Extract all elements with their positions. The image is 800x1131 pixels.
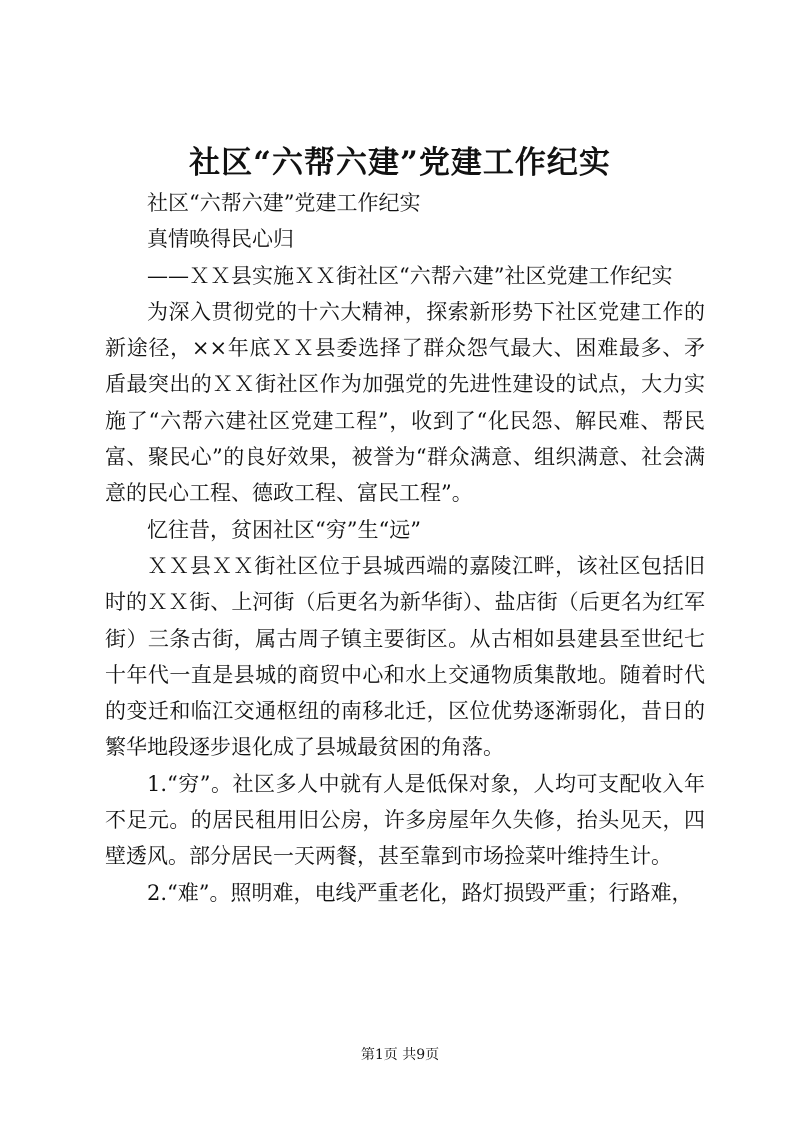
page-title: 社区“六帮六建”党建工作纪实 xyxy=(189,145,611,181)
paragraph-background: ＸＸ县ＸＸ街社区位于县城西端的嘉陵江畔，该社区包括旧时的ＸＸ街、上河街（后更名为新华街）、盐店街（后更名为红军街）三条古街，属古周子镇主要街区。从古相如县建县至世纪七十年代一直是县城的商贸中心和水上交通物质集散地。随着时代的变迁和临江交通枢纽的南移北迁，区位优势逐渐弱化，昔日的繁华地段逐步退化成了县城最贫困的角落。 xyxy=(105,553,705,760)
paragraph-intro: 为深入贯彻党的十六大精神，探索新形势下社区党建工作的新途径，××年底ＸＸ县委选择了群众怨气最大、困难最多、矛盾最突出的ＸＸ街社区作为加强党的先进性建设的试点，大力实施了“六帮六建社区党建工程”，收到了“化民怨、解民难、帮民富、聚民心”的良好效果，被誉为“群众满意、组织满意、社会满意的民心工程、德政工程、富民工程”。 xyxy=(105,299,705,506)
paragraph-headline: 真情唤得民心归 xyxy=(147,227,294,252)
paragraph-byline: ——ＸＸ县实施ＸＸ街社区“六帮六建”社区党建工作纪实 xyxy=(147,263,673,288)
paragraph-section-heading: 忆往昔，贫困社区“穷”生“远” xyxy=(147,517,421,542)
document-body xyxy=(105,185,705,911)
paragraph-point-1: 1.“穷”。社区多人中就有人是低保对象，人均可支配收入年不足元。的居民租用旧公房，许多房屋年久失修，抬头见天，四壁透风。部分居民一天两餐，甚至靠到市场捡菜叶维持生计。 xyxy=(105,771,705,869)
paragraph-subtitle-repeat: 社区“六帮六建”党建工作纪实 xyxy=(147,191,421,215)
paragraph-point-2: 2.“难”。照明难，电线严重老化，路灯损毁严重；行路难， xyxy=(147,880,693,905)
page-number-footer: 第1页 共9页 xyxy=(360,1047,440,1063)
